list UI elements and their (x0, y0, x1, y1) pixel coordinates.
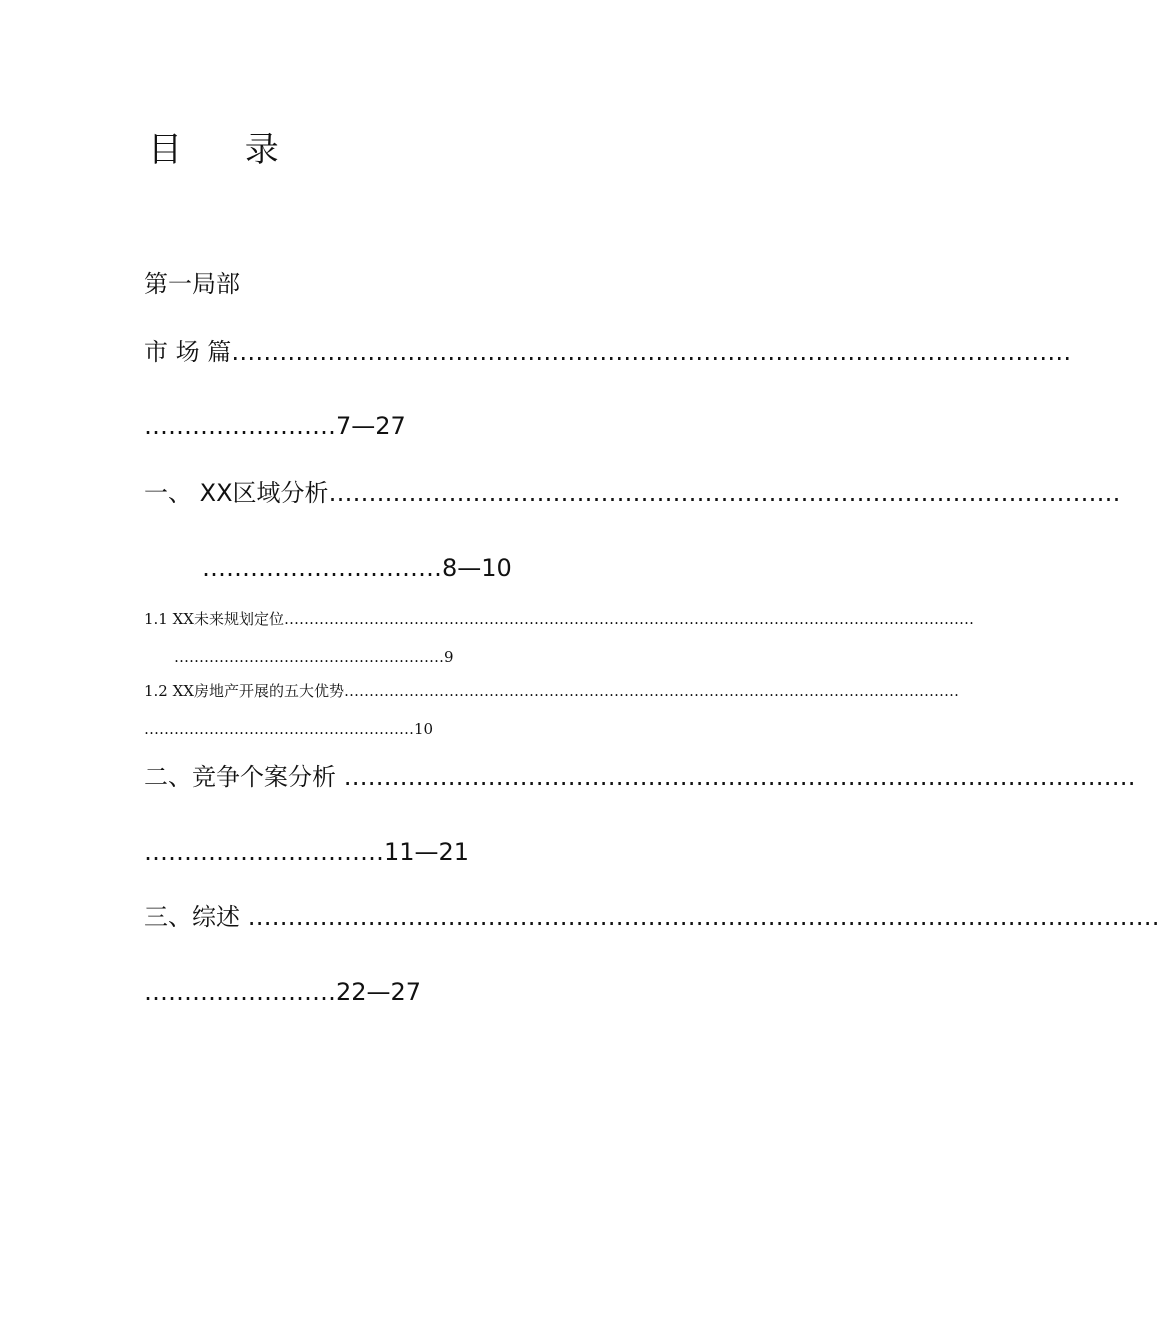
toc-entry-summary-line2: ……………………22—27 (144, 978, 422, 1006)
toc-entry-region-analysis-line1: 一、 XX区域分析……………………………………………………………………………………… (144, 479, 1121, 507)
part-heading: 第一局部 (144, 270, 240, 298)
toc-entry-1-2-line2: ………………………………………………10 (144, 720, 434, 738)
toc-entry-market-line2: ……………………7—27 (144, 412, 406, 440)
toc-entry-1-1-line1: 1.1 XX未来规划定位………………………………………………………………………………………………………………………… (144, 610, 974, 628)
toc-entry-region-analysis-line2: …………………………8—10 (202, 554, 512, 582)
toc-entry-competition-line2: …………………………11—21 (144, 838, 470, 866)
toc-entry-1-1-line2: ………………………………………………9 (174, 648, 454, 666)
toc-entry-competition-line1: 二、竞争个案分析 ……………………………………………………………………………………… (144, 763, 1136, 791)
toc-entry-1-2-line1: 1.2 XX房地产开展的五大优势…………………………………………………………………………………………………………… (144, 682, 959, 700)
toc-entry-summary-line1: 三、综述 …………………………………………………………………………………………………… (144, 903, 1160, 931)
toc-entry-market-line1: 市 场 篇…………………………………………………………………………………………… (144, 338, 1072, 366)
toc-title: 目 录 (148, 130, 305, 170)
